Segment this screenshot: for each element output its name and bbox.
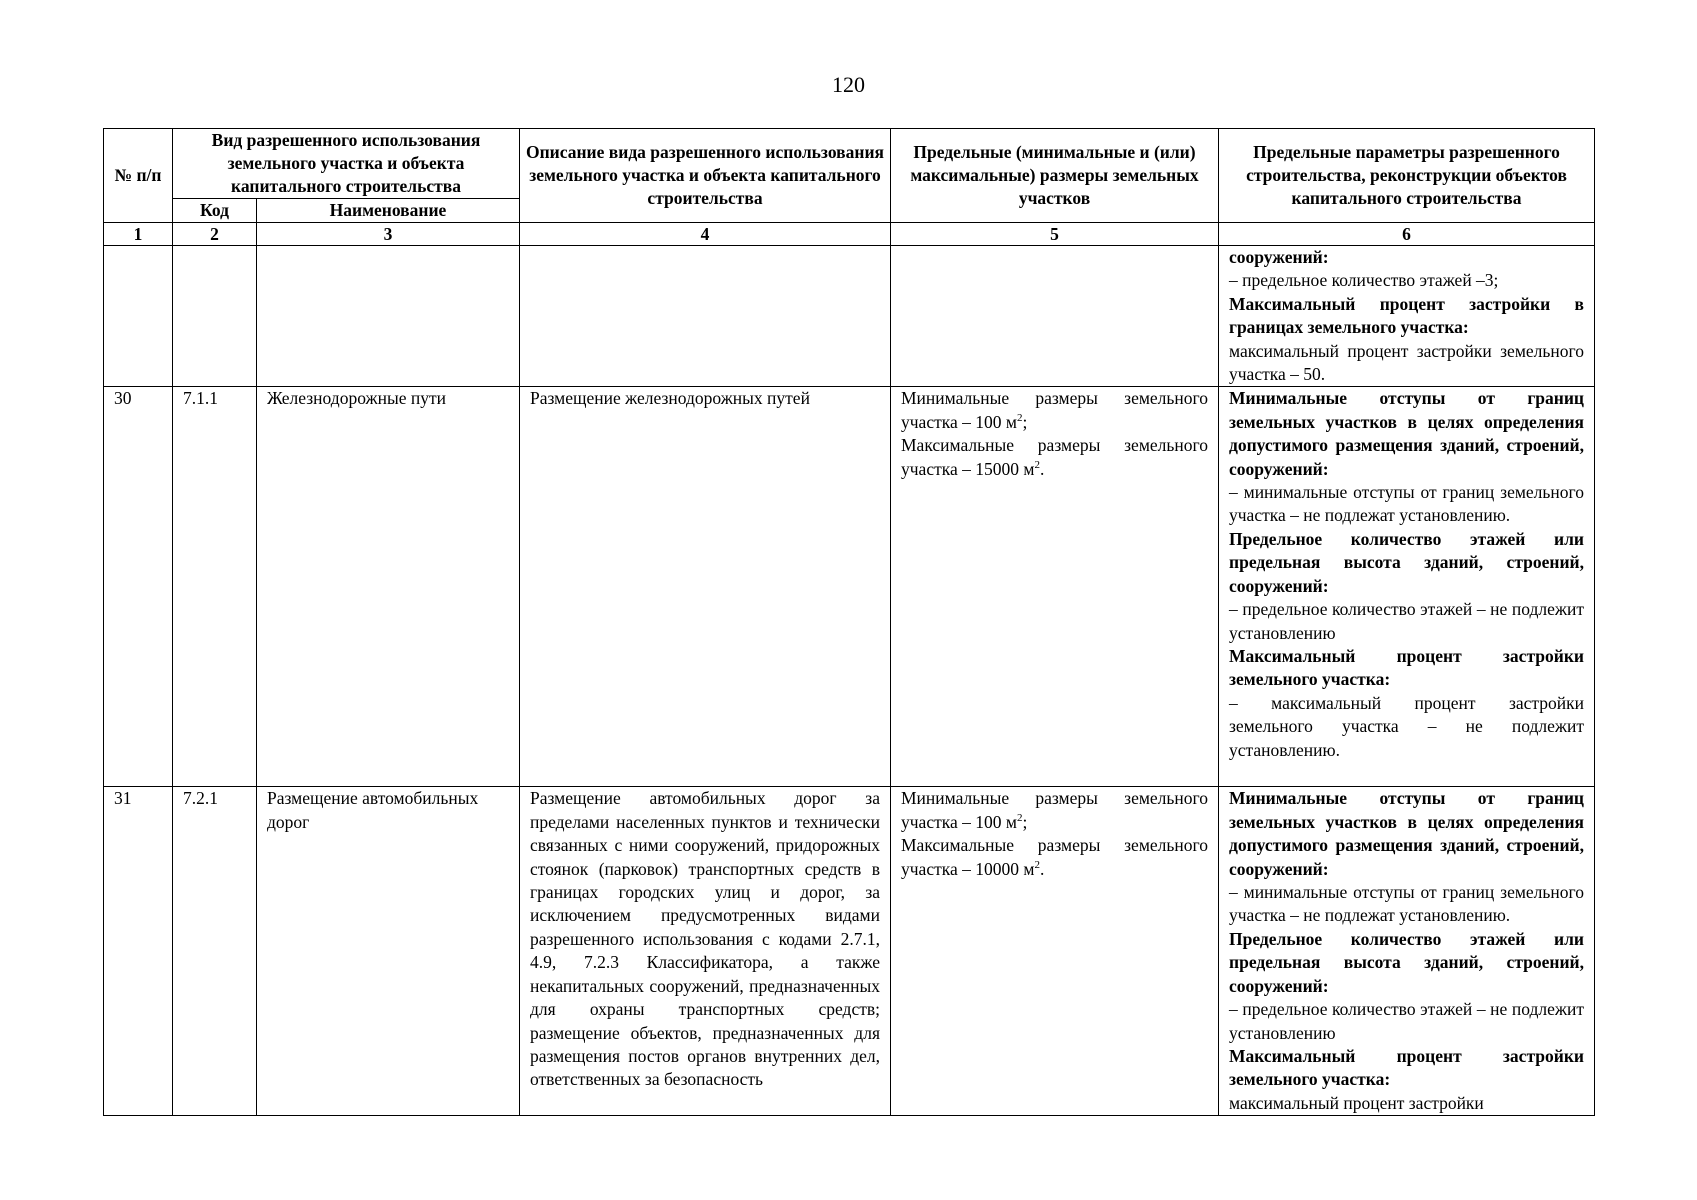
code-cell: 7.1.1 [173, 387, 257, 787]
code-cell [173, 246, 257, 387]
header-params: Предельные параметры разрешенного строительства, реконструкции объектов капитального строительства [1219, 129, 1595, 223]
column-number: 4 [520, 223, 891, 246]
column-number: 2 [173, 223, 257, 246]
params-heading: Минимальные отступы от границ земельных участков в целях определения допустимого размещения зданий, строений, сооружений: [1229, 388, 1584, 479]
description-cell [520, 246, 891, 387]
params-heading: Предельное количество этажей или предельная высота зданий, строений, сооружений: [1229, 928, 1584, 996]
size-max: Максимальные размеры земельного участка – 10000 $м^2$. [901, 835, 1208, 879]
params-text: – максимальный процент застройки земельного участка – не подлежит установлению. [1229, 692, 1584, 760]
page-number: 120 [832, 72, 865, 97]
name-cell [257, 246, 520, 387]
params-text: максимальный процент застройки земельного участка – 50. [1229, 340, 1584, 385]
params-text: максимальный процент застройки [1229, 1092, 1484, 1113]
sizes-cell [891, 246, 1219, 387]
num-cell: 31 [104, 787, 173, 1116]
column-number: 3 [257, 223, 520, 246]
column-number: 5 [891, 223, 1219, 246]
name-cell: Железнодорожные пути [257, 387, 520, 787]
num-cell [104, 246, 173, 387]
params-text: – предельное количество этажей – не подлежит установлению [1229, 599, 1584, 643]
size-min: Минимальные размеры земельного участка – 100 $м^2$; [901, 788, 1208, 832]
params-cell [1219, 246, 1595, 387]
description-cell: Размещение автомобильных дорог за пределами населенных пунктов и технически связанных с ними сооружений, придорожных стоянок (парковок) транспортных средств в границах городских улиц и дорог, за исключением предусмотренных видами разрешенного использования с кодами 2.7.1, 4.9, 7.2.3 Классификатора, а также некапитальных сооружений, предназначенных для охраны транспортных средств; размещение объектов, предназначенных для размещения постов органов внутренних дел, ответственных за безопасность [520, 787, 891, 1116]
params-text: – минимальные отступы от границ земельного участка – не подлежат установлению. [1229, 882, 1584, 926]
num-cell: 30 [104, 387, 173, 787]
name-cell: Размещение автомобильных дорог [257, 787, 520, 1116]
params-text: – предельное количество этажей – не подлежит установлению [1229, 999, 1584, 1043]
table-row [104, 387, 1595, 787]
params-text: – предельное количество этажей –3; [1229, 270, 1499, 291]
header-kind-group: Вид разрешенного использования земельного участка и объекта капитального строительства [173, 129, 520, 199]
params-heading: Максимальный процент застройки земельного участка: [1229, 645, 1584, 690]
column-number: 6 [1219, 223, 1595, 246]
params-text: – минимальные отступы от границ земельного участка – не подлежат установлению. [1229, 482, 1584, 526]
params-heading: Предельное количество этажей или предельная высота зданий, строений, сооружений: [1229, 528, 1584, 596]
header-name: Наименование [257, 199, 520, 223]
table-row [104, 787, 1595, 1116]
header-sizes: Предельные (минимальные и (или) максимальные) размеры земельных участков [891, 129, 1219, 223]
params-heading: Максимальный процент застройки в границах земельного участка: [1229, 293, 1584, 338]
column-number: 1 [104, 223, 173, 246]
params-cell [1219, 387, 1595, 787]
land-use-table [103, 128, 1595, 1116]
table-row [104, 246, 1595, 387]
params-cell [1219, 787, 1595, 1116]
params-heading: Максимальный процент застройки земельного участка: [1229, 1045, 1584, 1090]
header-num: № п/п [104, 129, 173, 223]
size-min: Минимальные размеры земельного участка – 100 $м^2$; [901, 388, 1208, 432]
params-heading: сооружений: [1229, 247, 1329, 267]
sizes-cell [891, 787, 1219, 1116]
description-cell: Размещение железнодорожных путей [520, 387, 891, 787]
column-number-row [104, 223, 1595, 246]
sizes-cell [891, 387, 1219, 787]
header-description: Описание вида разрешенного использования земельного участка и объекта капитального строительства [520, 129, 891, 223]
code-cell: 7.2.1 [173, 787, 257, 1116]
size-max: Максимальные размеры земельного участка – 15000 $м^2$. [901, 435, 1208, 479]
header-code: Код [173, 199, 257, 223]
params-heading: Минимальные отступы от границ земельных участков в целях определения допустимого размещения зданий, строений, сооружений: [1229, 788, 1584, 879]
